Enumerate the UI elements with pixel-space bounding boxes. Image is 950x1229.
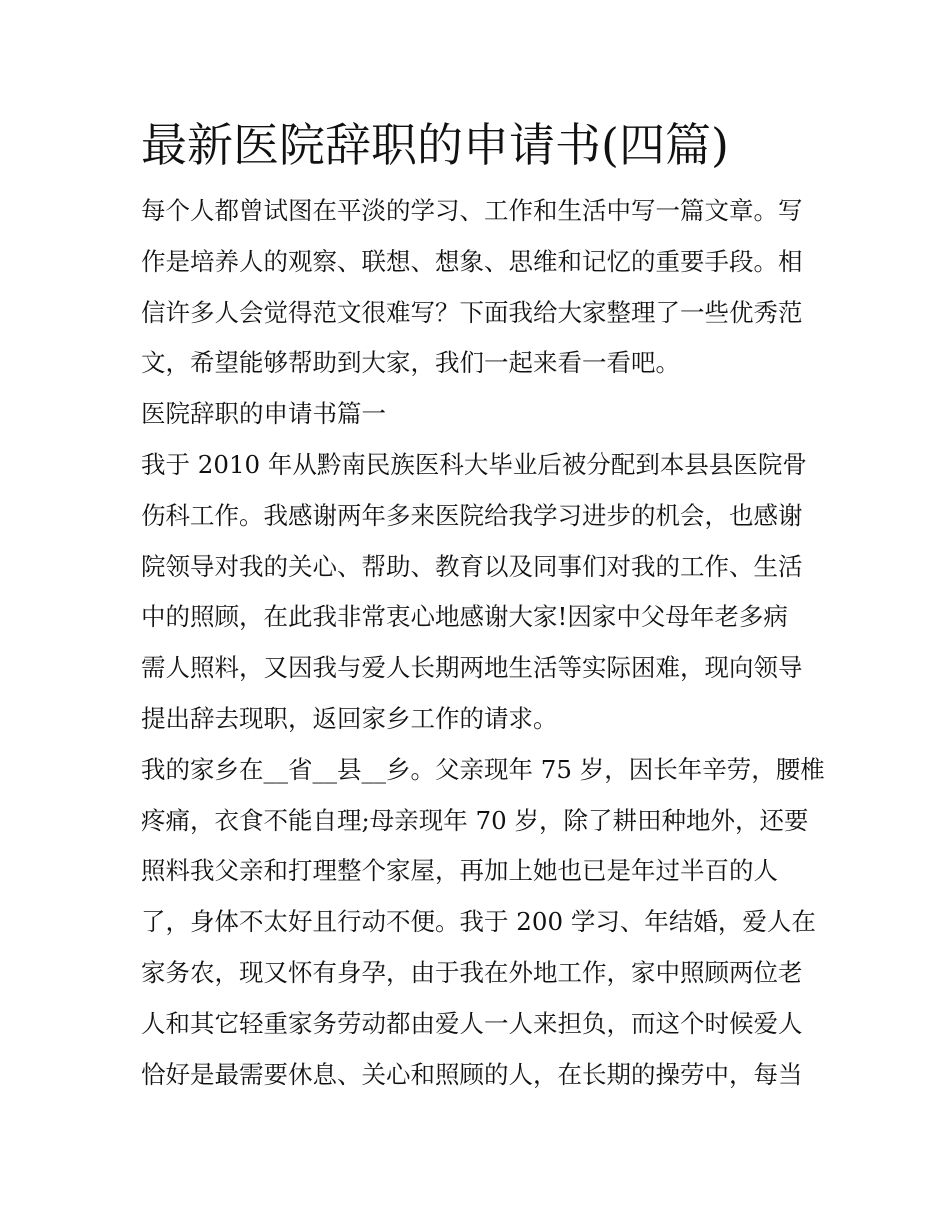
text-line-7: 伤科工作。我感谢两年多来医院给我学习进步的机会，也感谢 [141,500,803,530]
text-line-13: 疼痛，衣食不能自理;母亲现年 70 岁，除了耕田种地外，还要 [141,805,809,835]
text-line-10: 需人照料，又因我与爱人长期两地生活等实际困难，现向领导 [141,653,803,683]
section-heading: 医院辞职的申请书篇一 [141,399,386,429]
document-title: 最新医院辞职的申请书(四篇) [141,118,729,172]
text-line-15: 了，身体不太好且行动不便。我于 200 学习、年结婚，爱人在 [141,907,816,937]
text-line-11: 提出辞去现职，返回家乡工作的请求。 [141,703,558,733]
text-line-2: 作是培养人的观察、联想、想象、思维和记忆的重要手段。相 [141,246,803,276]
text-line-6: 我于 2010 年从黔南民族医科大毕业后被分配到本县县医院骨 [141,449,807,479]
text-line-17: 人和其它轻重家务劳动都由爱人一人来担负，而这个时候爱人 [141,1008,803,1038]
text-line-4: 文，希望能够帮助到大家，我们一起来看一看吧。 [141,348,680,378]
text-line-3: 信许多人会觉得范文很难写？下面我给大家整理了一些优秀范 [141,297,803,327]
text-line-14: 照料我父亲和打理整个家屋，再加上她也已是年过半百的人 [141,856,778,886]
text-line-18: 恰好是最需要休息、关心和照顾的人，在长期的操劳中，每当 [141,1059,803,1089]
text-line-12: 我的家乡在__省__县__乡。父亲现年 75 岁，因长年辛劳，腰椎 [141,754,825,784]
text-line-16: 家务农，现又怀有身孕，由于我在外地工作，家中照顾两位老 [141,957,803,987]
document-page [141,112,825,1100]
text-line-1: 每个人都曾试图在平淡的学习、工作和生活中写一篇文章。写 [141,196,803,225]
text-line-8: 院领导对我的关心、帮助、教育以及同事们对我的工作、生活 [141,551,803,581]
text-line-9: 中的照顾，在此我非常衷心地感谢大家!因家中父母年老多病 [141,602,788,632]
